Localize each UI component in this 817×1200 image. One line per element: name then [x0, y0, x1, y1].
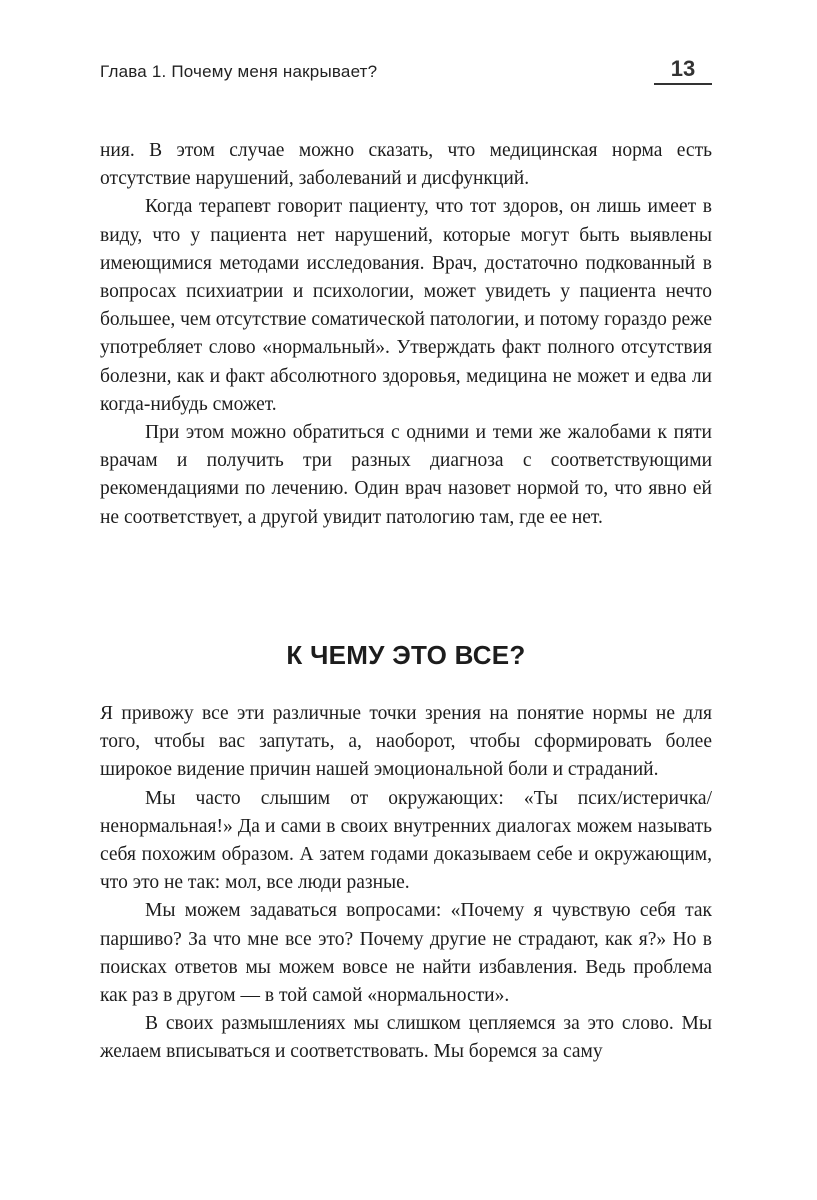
page-number: 13 [670, 56, 696, 81]
paragraph: При этом можно обратиться с одними и теми же жалобами к пяти врачам и получить три разных диагноза с соответствующими рекомендациями по лечению. Один врач назовет нормой то, что явно ей не соответствует, а другой увидит патологию там, где ее нет. [100, 422, 712, 528]
section-two-text [100, 700, 712, 1067]
paragraph: В своих размышлениях мы слишком цепляемся за это слово. Мы желаем вписываться и соответствовать. Мы боремся за саму [100, 1013, 712, 1063]
paragraph: Я привожу все эти различные точки зрения на понятие нормы не для того, чтобы вас запутать, а, наоборот, чтобы сформировать более широкое видение причин нашей эмоциональной боли и страданий. [100, 703, 712, 781]
paragraph: Мы можем задаваться вопросами: «Почему я чувствую себя так паршиво? За что мне все это? Почему другие не страдают, как я?» Но в поисках ответов мы можем вовсе не найти избавления. Ведь проблема как раз в другом — в той самой «нормальности». [100, 900, 712, 1007]
paragraph: Мы часто слышим от окружающих: «Ты псих/истеричка/ ненормальная!» Да и сами в своих внутренних диалогах можем называть себя похожим образом. А затем годами доказываем себе и окружающим, что это не так: мол, все люди разные. [100, 787, 712, 894]
page-number-underline [654, 83, 712, 85]
section-one-text [100, 137, 712, 532]
paragraph: Когда терапевт говорит пациенту, что тот здоров, он лишь имеет в виду, что у пациента нет нарушений, которые могут быть выявлены имеющимися методами исследования. Врач, достаточно подкованный в вопросах психиатрии и психологии, может увидеть у пациента нечто большее, чем отсутствие соматической патологии, и потому гораздо реже употребляет слово «нормальный». Утверждать факт полного отсутствия болезни, как и факт абсолютного здоровья, медицина не может и едва ли когда-нибудь сможет. [100, 196, 712, 415]
chapter-title: Глава 1. Почему меня накрывает? [100, 62, 378, 81]
page-header [100, 56, 712, 84]
section-heading: К ЧЕМУ ЭТО ВСЕ? [286, 640, 526, 670]
paragraph: ния. В этом случае можно сказать, что медицинская норма есть отсутствие нарушений, заболеваний и дисфункций. [100, 140, 712, 190]
